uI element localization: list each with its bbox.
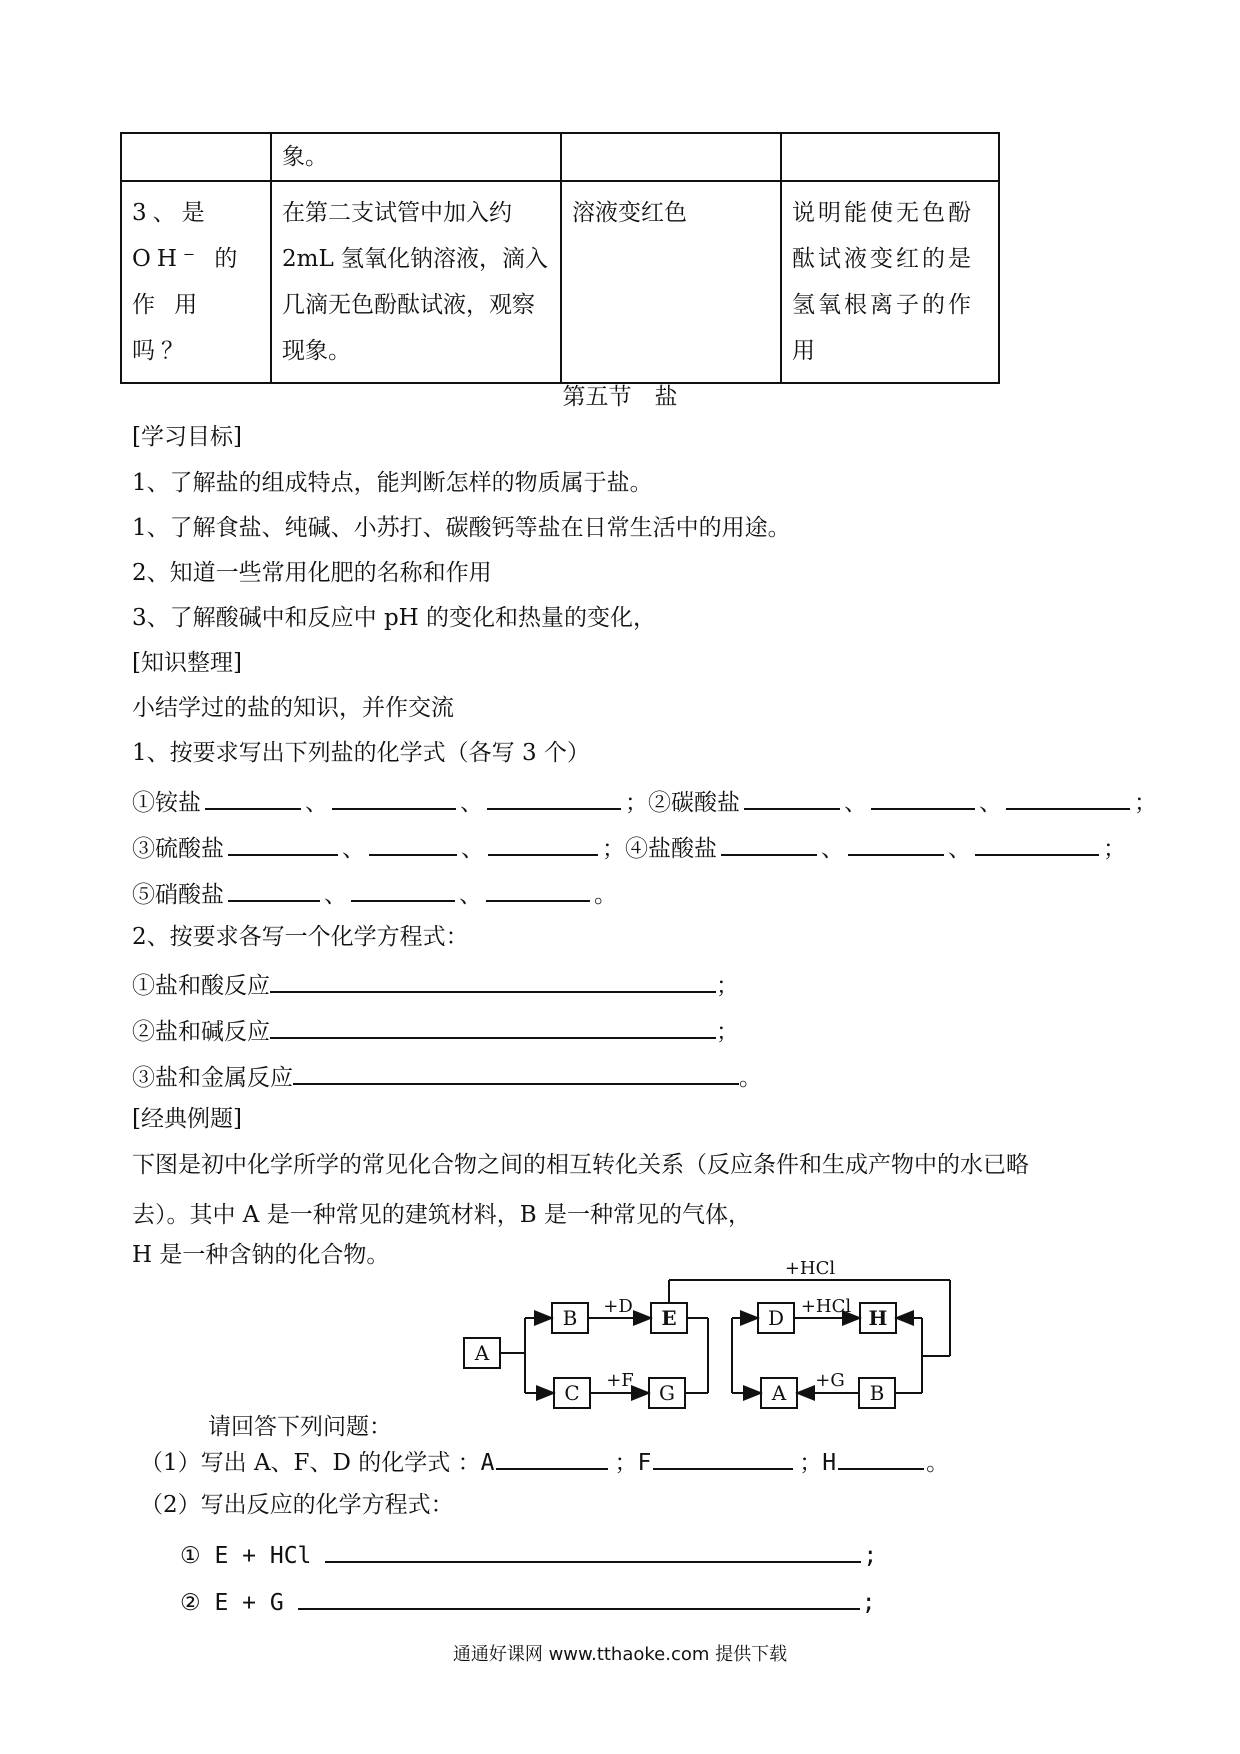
equation-e-g: ② E + G ; xyxy=(180,1584,876,1618)
answer-blank[interactable] xyxy=(653,1444,793,1470)
node-a2: A xyxy=(771,1381,787,1405)
equation-label: ②盐和碱反应 xyxy=(132,1019,270,1045)
goal-item: 3、了解酸碱中和反应中 pH 的变化和热量的变化， xyxy=(132,605,657,631)
equation-question: 2、按要求各写一个化学方程式： xyxy=(132,924,469,950)
label-plus-d: +D xyxy=(603,1296,633,1317)
section-title: 第五节 盐 xyxy=(562,384,678,410)
answer-blank[interactable] xyxy=(838,1444,924,1470)
label-plus-f: +F xyxy=(606,1370,634,1391)
answer-blank[interactable] xyxy=(496,1444,608,1470)
goals-heading: [学习目标] xyxy=(132,424,242,450)
example-text: H 是一种含钠的化合物。 xyxy=(132,1242,390,1268)
salt-row-1: ①铵盐 、 、 ；②碳酸盐 、 、 ； xyxy=(132,784,1157,818)
equation-label: ② E + G xyxy=(180,1590,284,1616)
goal-item: 2、知道一些常用化肥的名称和作用 xyxy=(132,560,492,586)
label-plus-hcl-top: +HCl xyxy=(784,1258,836,1279)
table-cell: 3、是 OH⁻ 的 作 用 吗？ xyxy=(121,181,271,383)
node-d: D xyxy=(767,1306,785,1330)
equation-row-1: ①盐和酸反应 ； xyxy=(132,967,739,1001)
question-1-label: （1）写出 A、F、D 的化学式 ： xyxy=(140,1450,481,1476)
label-plus-hcl-mid: +HCl xyxy=(800,1296,852,1317)
goal-item: 1、了解盐的组成特点，能判断怎样的物质属于盐。 xyxy=(132,470,653,496)
node-g: G xyxy=(659,1381,675,1405)
table-cell: 说明能使无色酚酞试液变红的是氢氧根离子的作用 xyxy=(781,181,999,383)
answer-a-label: A xyxy=(480,1450,495,1476)
question-1: （1）写出 A、F、D 的化学式 ：A ；F ；H 。 xyxy=(140,1444,949,1478)
equation-row-3: ③盐和金属反应 。 xyxy=(132,1059,762,1093)
node-h: H xyxy=(868,1306,888,1330)
node-b2: B xyxy=(869,1381,885,1405)
goal-item: 1、了解食盐、纯碱、小苏打、碳酸钙等盐在日常生活中的用途。 xyxy=(132,515,791,541)
example-heading: [经典例题] xyxy=(132,1106,242,1132)
equation-e-hcl: ① E + HCl ; xyxy=(180,1537,877,1571)
answer-blank[interactable] xyxy=(325,1537,861,1563)
example-text: 下图是初中化学所学的常见化合物之间的相互转化关系（反应条件和生成产物中的水已略 xyxy=(132,1152,1029,1178)
question-2: （2）写出反应的化学方程式： xyxy=(140,1492,454,1518)
node-b: B xyxy=(562,1306,578,1330)
node-a: A xyxy=(474,1341,490,1365)
footer: 通通好课网 www.tthaoke.com 提供下载 xyxy=(452,1644,788,1665)
answer-blank[interactable] xyxy=(298,1584,860,1610)
equation-label: ①盐和酸反应 xyxy=(132,973,270,999)
answer-f-label: F xyxy=(637,1450,652,1476)
nitrate-label: ⑤硝酸盐 xyxy=(132,882,224,908)
salt-row-3: ⑤硝酸盐 、 、 。 xyxy=(132,876,617,910)
table-cell: 溶液变红色 xyxy=(561,181,781,383)
questions-prompt: 请回答下列问题： xyxy=(208,1414,392,1440)
example-text: 去）。其中 A 是一种常见的建筑材料，B 是一种常见的气体， xyxy=(132,1202,751,1228)
node-e: E xyxy=(661,1306,677,1330)
knowledge-heading: [知识整理] xyxy=(132,650,242,676)
sulfate-label: ③硫酸盐 xyxy=(132,836,224,862)
salt-formula-question: 1、按要求写出下列盐的化学式（各写 3 个） xyxy=(132,740,590,766)
table-cell: 在第二支试管中加入约 2mL 氢氧化钠溶液，滴入几滴无色酚酞试液，观察现象。 xyxy=(271,181,561,383)
equation-label: ① E + HCl xyxy=(180,1543,312,1569)
node-c: C xyxy=(564,1381,580,1405)
equation-row-2: ②盐和碱反应 ； xyxy=(132,1013,739,1047)
carbonate-label: ②碳酸盐 xyxy=(648,790,740,816)
answer-h-label: H xyxy=(822,1450,837,1476)
ammonium-label: ①铵盐 xyxy=(132,790,201,816)
chloride-label: ④盐酸盐 xyxy=(625,836,717,862)
label-plus-g: +G xyxy=(815,1370,845,1391)
salt-row-2: ③硫酸盐 、 、 ；④盐酸盐 、 、 ； xyxy=(132,830,1126,864)
equation-label: ③盐和金属反应 xyxy=(132,1065,293,1091)
knowledge-intro: 小结学过的盐的知识，并作交流 xyxy=(132,695,454,721)
table-cell: 象。 xyxy=(271,133,561,181)
